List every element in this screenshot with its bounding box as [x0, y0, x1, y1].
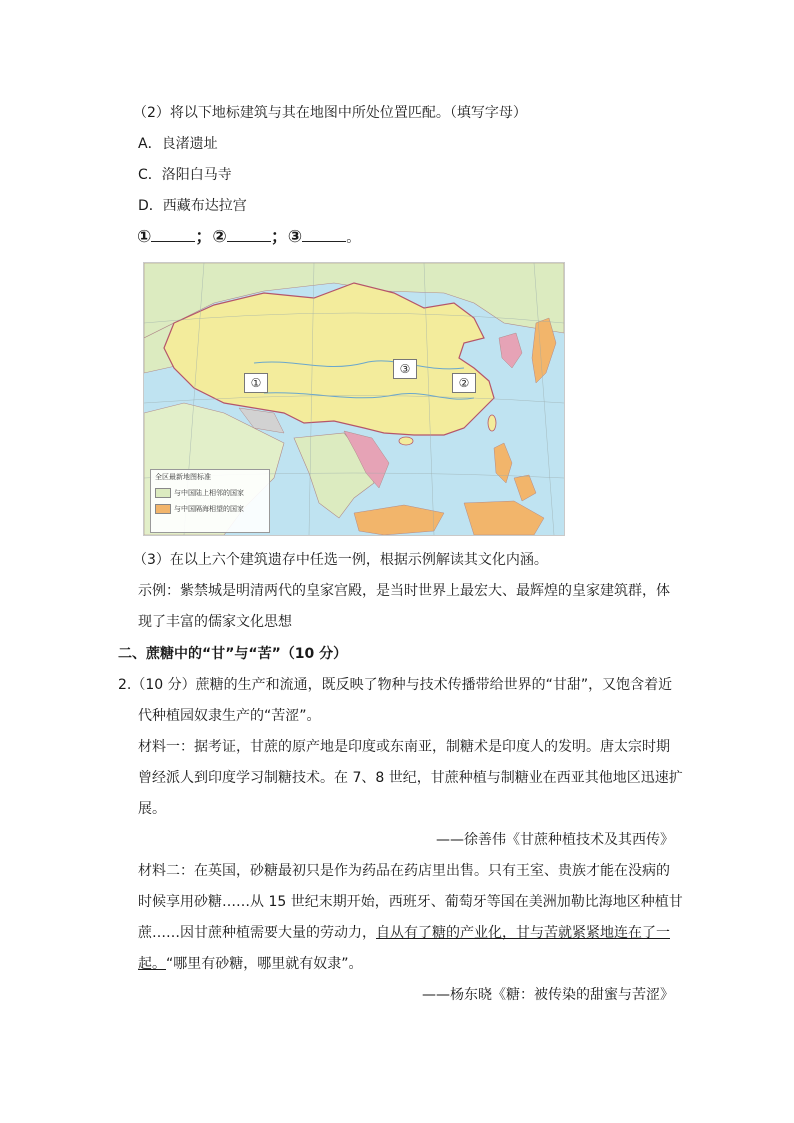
material2-line4-underlined: 起。: [138, 956, 166, 972]
material2-line4-plain: “哪里有砂糖，哪里就有奴隶”。: [166, 956, 363, 972]
q3-example-line1: 示例：紫禁城是明清两代的皇家宫殿，是当时世界上最宏大、最辉煌的皇家建筑群，体: [138, 583, 670, 599]
section2-heading: 二、蔗糖中的“甘”与“苦”（10 分）: [118, 646, 348, 662]
material1-line3: 展。: [138, 801, 166, 817]
q2-stem: （2）将以下地标建筑与其在地图中所处位置匹配。（填写字母）: [133, 105, 527, 121]
material2-line3: [138, 923, 670, 943]
material1-line2: 曾经派人到印度学习制糖技术。在 7、8 世纪，甘蔗种植与制糖业在西亚其他地区迅速扩: [138, 770, 683, 786]
q2-sugar-line2: 代种植园奴隶生产的“苦涩”。: [138, 708, 321, 724]
answer-1-marker: ①: [137, 227, 152, 247]
q2-answer-line: [137, 227, 360, 248]
q3-example-line2: 现了丰富的儒家文化思想: [138, 614, 292, 630]
answer-3-marker: ；③: [270, 227, 303, 247]
legend-title: 全区最新地图标准: [155, 473, 211, 481]
map-label-2: ②: [452, 373, 476, 393]
map-label-1: ①: [244, 373, 268, 393]
legend-swatch-green: [155, 488, 171, 498]
q2-option-d: D．西藏布达拉宫: [138, 198, 247, 214]
answer-2-blank[interactable]: [227, 227, 271, 242]
answer-1-blank[interactable]: [151, 227, 195, 242]
legend-swatch-orange: [155, 504, 171, 514]
q2-option-a: A．良渚遗址: [138, 136, 218, 152]
material2-line3-underlined: 自从有了糖的产业化，甘与苦就紧紧地连在了一: [376, 925, 670, 941]
answer-end-punct: 。: [346, 230, 361, 246]
map-label-3: ③: [393, 359, 417, 379]
material2-source: ——杨东晓《糖：被传染的甜蜜与苦涩》: [422, 987, 674, 1003]
material1-source: ——徐善伟《甘蔗种植技术及其西传》: [436, 832, 674, 848]
q2-sugar-line1: 2.（10 分）蔗糖的生产和流通，既反映了物种与技术传播带给世界的“甘甜”，又饱含着近: [118, 677, 673, 693]
map-legend: [150, 469, 270, 533]
material2-line4: [138, 954, 363, 974]
legend-land-neighbors: 与中国陆上相邻的国家: [155, 488, 244, 498]
q2-option-c: C．洛阳白马寺: [138, 167, 232, 183]
material2-line2: 时候享用砂糖……从 15 世纪末期开始，西班牙、葡萄牙等国在美洲加勒比海地区种植甘: [138, 894, 683, 910]
answer-2-marker: ；②: [195, 227, 227, 247]
china-map: [143, 262, 565, 536]
q3-stem: （3）在以上六个建筑遗存中任选一例，根据示例解读其文化内涵。: [133, 552, 548, 568]
material2-line1: 材料二：在英国，砂糖最初只是作为药品在药店里出售。只有王室、贵族才能在没病的: [138, 863, 670, 879]
answer-3-blank[interactable]: [302, 227, 346, 242]
material2-line3-plain: 蔗……因甘蔗种植需要大量的劳动力，: [138, 925, 376, 941]
legend-sea-neighbors: 与中国隔海相望的国家: [155, 504, 244, 514]
material1-line1: 材料一：据考证，甘蔗的原产地是印度或东南亚，制糖术是印度人的发明。唐太宗时期: [138, 739, 670, 755]
